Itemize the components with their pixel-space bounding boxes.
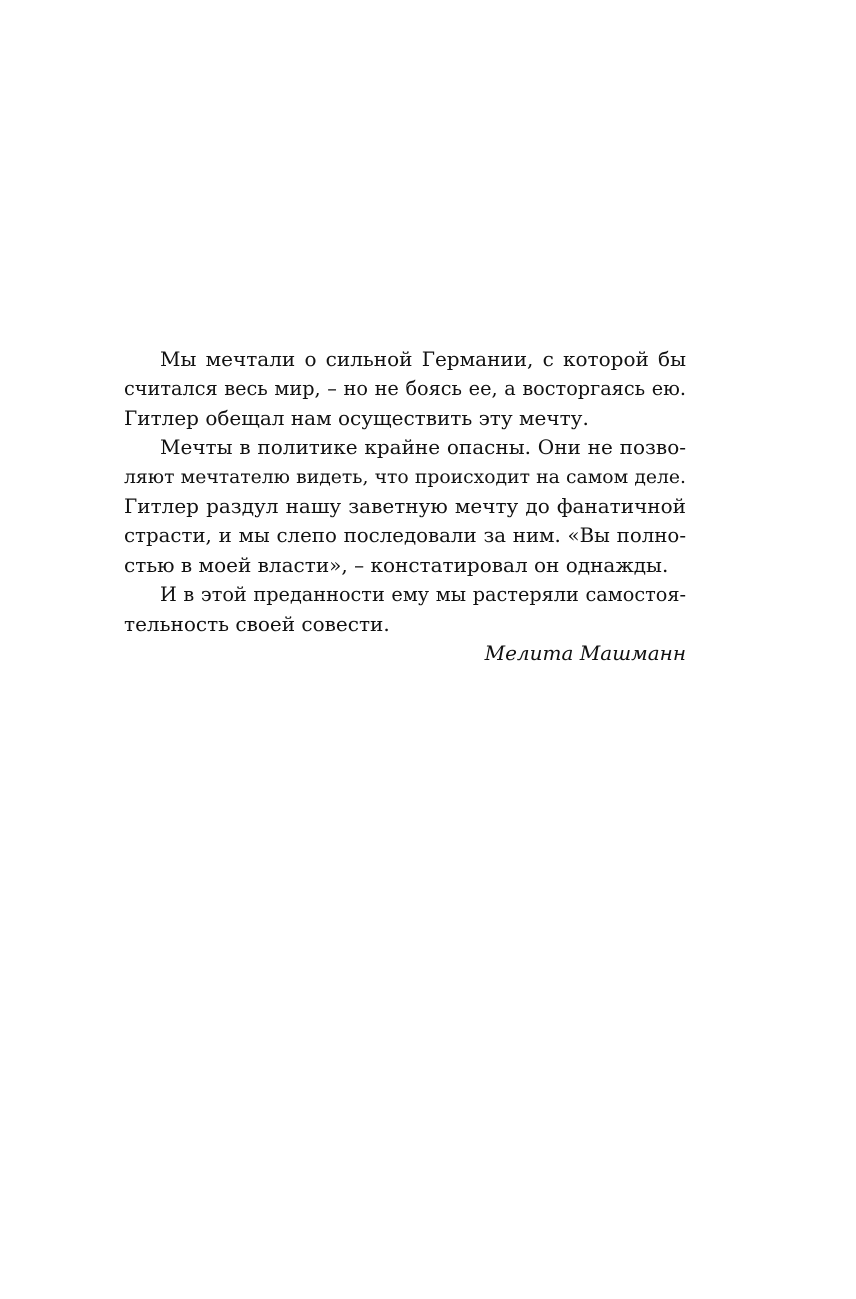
epigraph-paragraph-1 [124, 345, 686, 433]
epigraph-paragraph-3 [124, 580, 686, 639]
text-line: страсти, и мы слепо последовали за ним. «Вы полно- [124, 524, 686, 548]
text-line: стью в моей власти», – констатировал он однажды. [124, 552, 669, 577]
text-line: Гитлер раздул нашу заветную мечту до фанатичной [124, 493, 686, 518]
epigraph-paragraph-2 [124, 433, 686, 580]
text-line: Гитлер обещал нам осуществить эту мечту. [124, 405, 589, 430]
text-line: ляют мечтателю видеть, что происходит на самом деле. [124, 466, 686, 488]
epigraph-attribution: Мелита Машманн [484, 640, 686, 665]
text-line: считался весь мир, – но не боясь ее, а восторгаясь ею. [124, 377, 686, 401]
text-line: Мы мечтали о сильной Германии, с которой бы [160, 347, 686, 371]
text-line: Мечты в политике крайне опасны. Они не позво- [160, 435, 686, 460]
text-line: И в этой преданности ему мы растеряли самостоя- [160, 583, 686, 607]
epigraph [124, 345, 686, 668]
text-line: тельность своей совести. [124, 611, 390, 636]
